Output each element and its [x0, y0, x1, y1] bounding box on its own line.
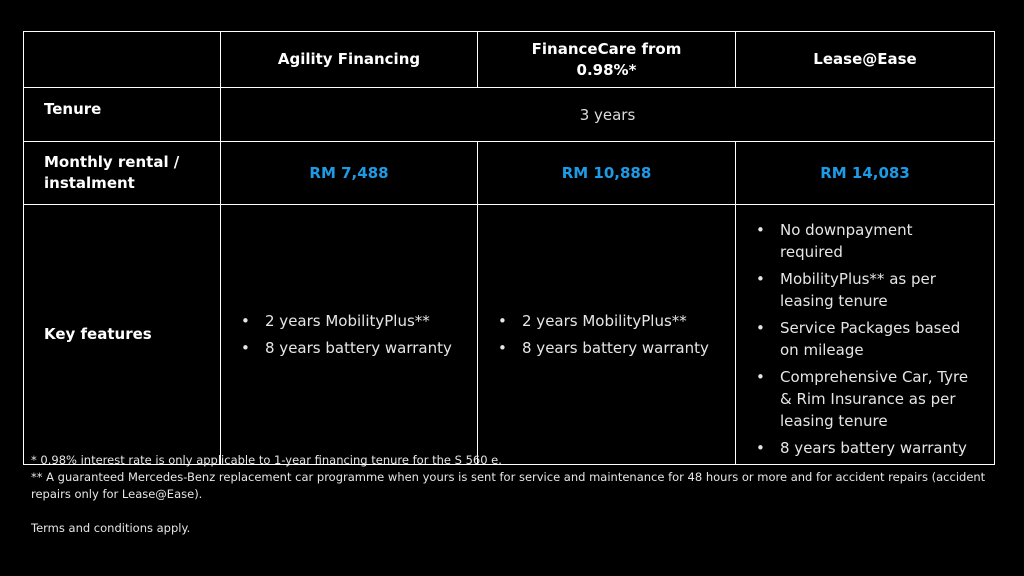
header-lease-ease: Lease@Ease: [736, 32, 995, 88]
bullet-icon: •: [498, 312, 507, 330]
feature-text: 2 years MobilityPlus**: [522, 312, 687, 330]
list-item: [498, 310, 715, 332]
list-item: [756, 317, 974, 361]
bullet-icon: •: [756, 439, 765, 457]
list-item: [241, 310, 457, 332]
bullet-icon: •: [756, 319, 765, 337]
features-financecare-list: [498, 310, 715, 359]
rental-agility-value: RM 7,488: [221, 142, 478, 205]
header-financecare: FinanceCare from 0.98%*: [478, 32, 736, 88]
feature-text: 8 years battery warranty: [265, 339, 452, 357]
rental-label: Monthly rental / instalment: [24, 142, 221, 205]
footnote-interest-rate: * 0.98% interest rate is only applicable to 1-year financing tenure for the S 560 e.: [31, 453, 502, 467]
bullet-icon: •: [241, 339, 250, 357]
feature-text: 2 years MobilityPlus**: [265, 312, 430, 330]
footnotes: [31, 452, 991, 537]
list-item: [241, 337, 457, 359]
bullet-icon: •: [756, 270, 765, 288]
feature-text: 8 years battery warranty: [522, 339, 709, 357]
header-row: [24, 32, 995, 88]
rental-financecare-value: RM 10,888: [478, 142, 736, 205]
bullet-icon: •: [241, 312, 250, 330]
feature-text: Service Packages based on mileage: [780, 319, 961, 359]
feature-text: Comprehensive Car, Tyre & Rim Insurance as per leasing tenure: [780, 368, 969, 430]
footnote-mobilityplus: ** A guaranteed Mercedes-Benz replacement car programme when yours is sent for service and maintenance for 48 hours or more and for accident repairs (accident repairs only for Lease@Ease).: [31, 470, 986, 501]
features-lease-cell: [736, 205, 995, 465]
list-item: [756, 366, 974, 432]
rental-row: [24, 142, 995, 205]
list-item: [756, 219, 974, 263]
features-label: Key features: [24, 205, 221, 465]
terms-note: Terms and conditions apply.: [31, 521, 191, 535]
features-row: [24, 205, 995, 465]
comparison-table: [23, 31, 995, 465]
bullet-icon: •: [756, 221, 765, 239]
features-lease-list: [756, 219, 974, 459]
bullet-icon: •: [756, 368, 765, 386]
header-empty-cell: [24, 32, 221, 88]
tenure-label: Tenure: [24, 88, 221, 142]
tenure-row: [24, 88, 995, 142]
header-agility-financing: Agility Financing: [221, 32, 478, 88]
tenure-value: 3 years: [221, 88, 995, 142]
feature-text: No downpayment required: [780, 221, 913, 261]
features-financecare-cell: [478, 205, 736, 465]
list-item: [498, 337, 715, 359]
features-agility-cell: [221, 205, 478, 465]
rental-lease-value: RM 14,083: [736, 142, 995, 205]
features-agility-list: [241, 310, 457, 359]
list-item: [756, 268, 974, 312]
bullet-icon: •: [498, 339, 507, 357]
feature-text: 8 years battery warranty: [780, 439, 967, 457]
feature-text: MobilityPlus** as per leasing tenure: [780, 270, 936, 310]
